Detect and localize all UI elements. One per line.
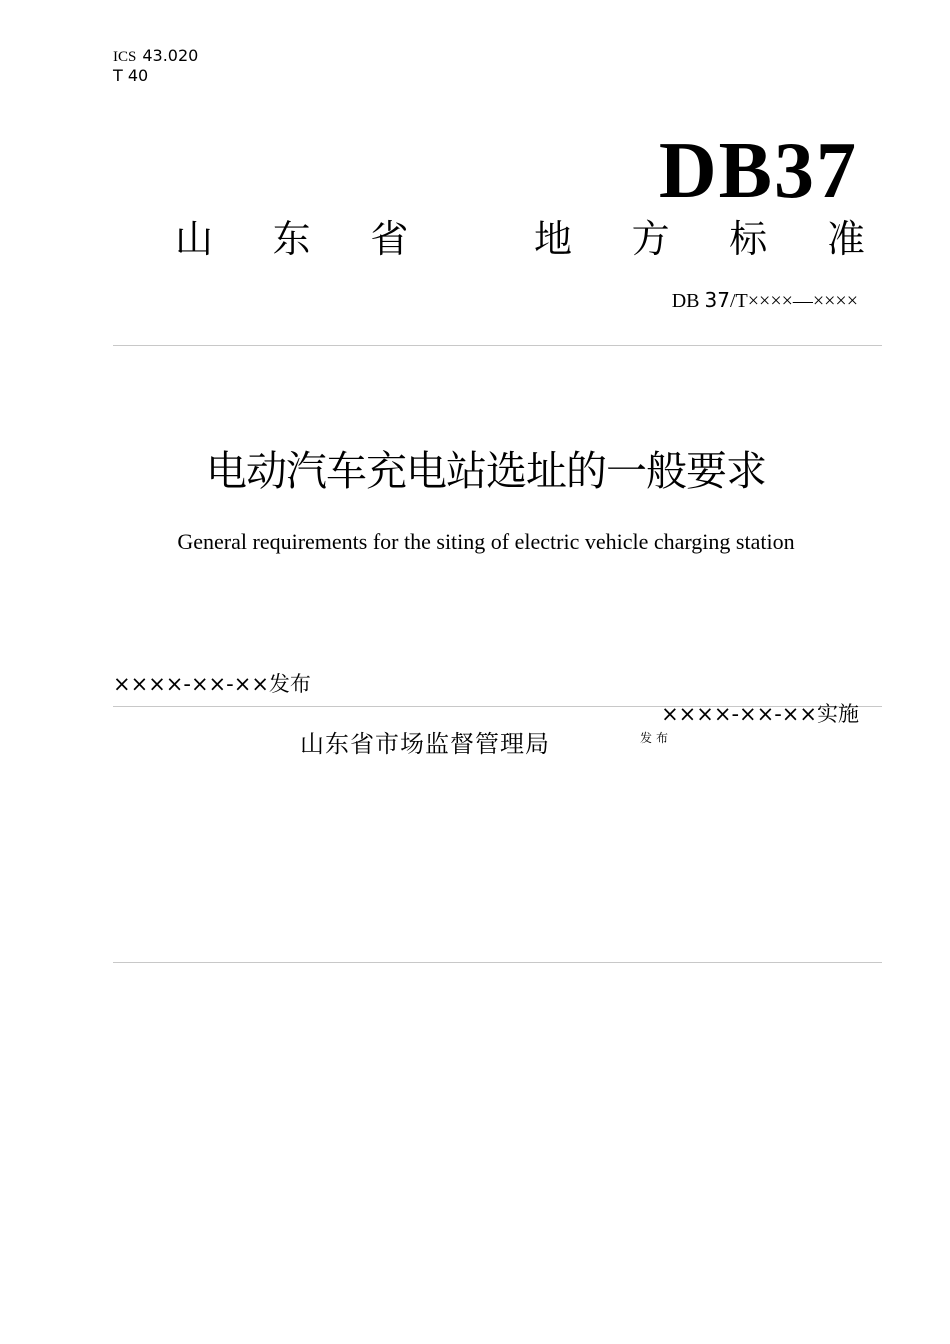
standard-category-char: 地	[533, 217, 572, 261]
standard-number	[672, 287, 858, 314]
publisher-name: 山东省市场监督管理局	[300, 730, 550, 758]
standard-category-char: 东	[272, 217, 311, 261]
ics-code: 43.020	[142, 46, 199, 65]
document-title-english: General requirements for the siting of electric vehicle charging station	[177, 529, 795, 554]
ics-label: ICS	[113, 49, 137, 65]
db-logo: DB37	[658, 127, 858, 215]
ics-line	[113, 46, 198, 67]
document-title-chinese: 电动汽车充电站选址的一般要求	[206, 447, 766, 495]
standard-category	[175, 215, 865, 263]
standard-number-code: 37	[704, 288, 730, 312]
standard-category-char: 标	[729, 217, 768, 261]
publish-label: 发布	[640, 731, 673, 745]
standard-number-suffix: /T××××—××××	[729, 290, 858, 312]
divider-bottom	[113, 962, 882, 963]
standard-category-char: 准	[826, 217, 865, 261]
implementation-date: ××××-××-××实施	[661, 702, 859, 726]
issue-date: ××××-××-××发布	[113, 672, 311, 696]
standard-category-char: 方	[631, 217, 670, 261]
standard-number-prefix: DB	[671, 290, 705, 312]
divider-top	[113, 345, 882, 346]
standard-category-char: 山	[175, 217, 214, 261]
standard-category-char: 省	[370, 217, 409, 261]
classification-code: T 40	[113, 66, 149, 85]
